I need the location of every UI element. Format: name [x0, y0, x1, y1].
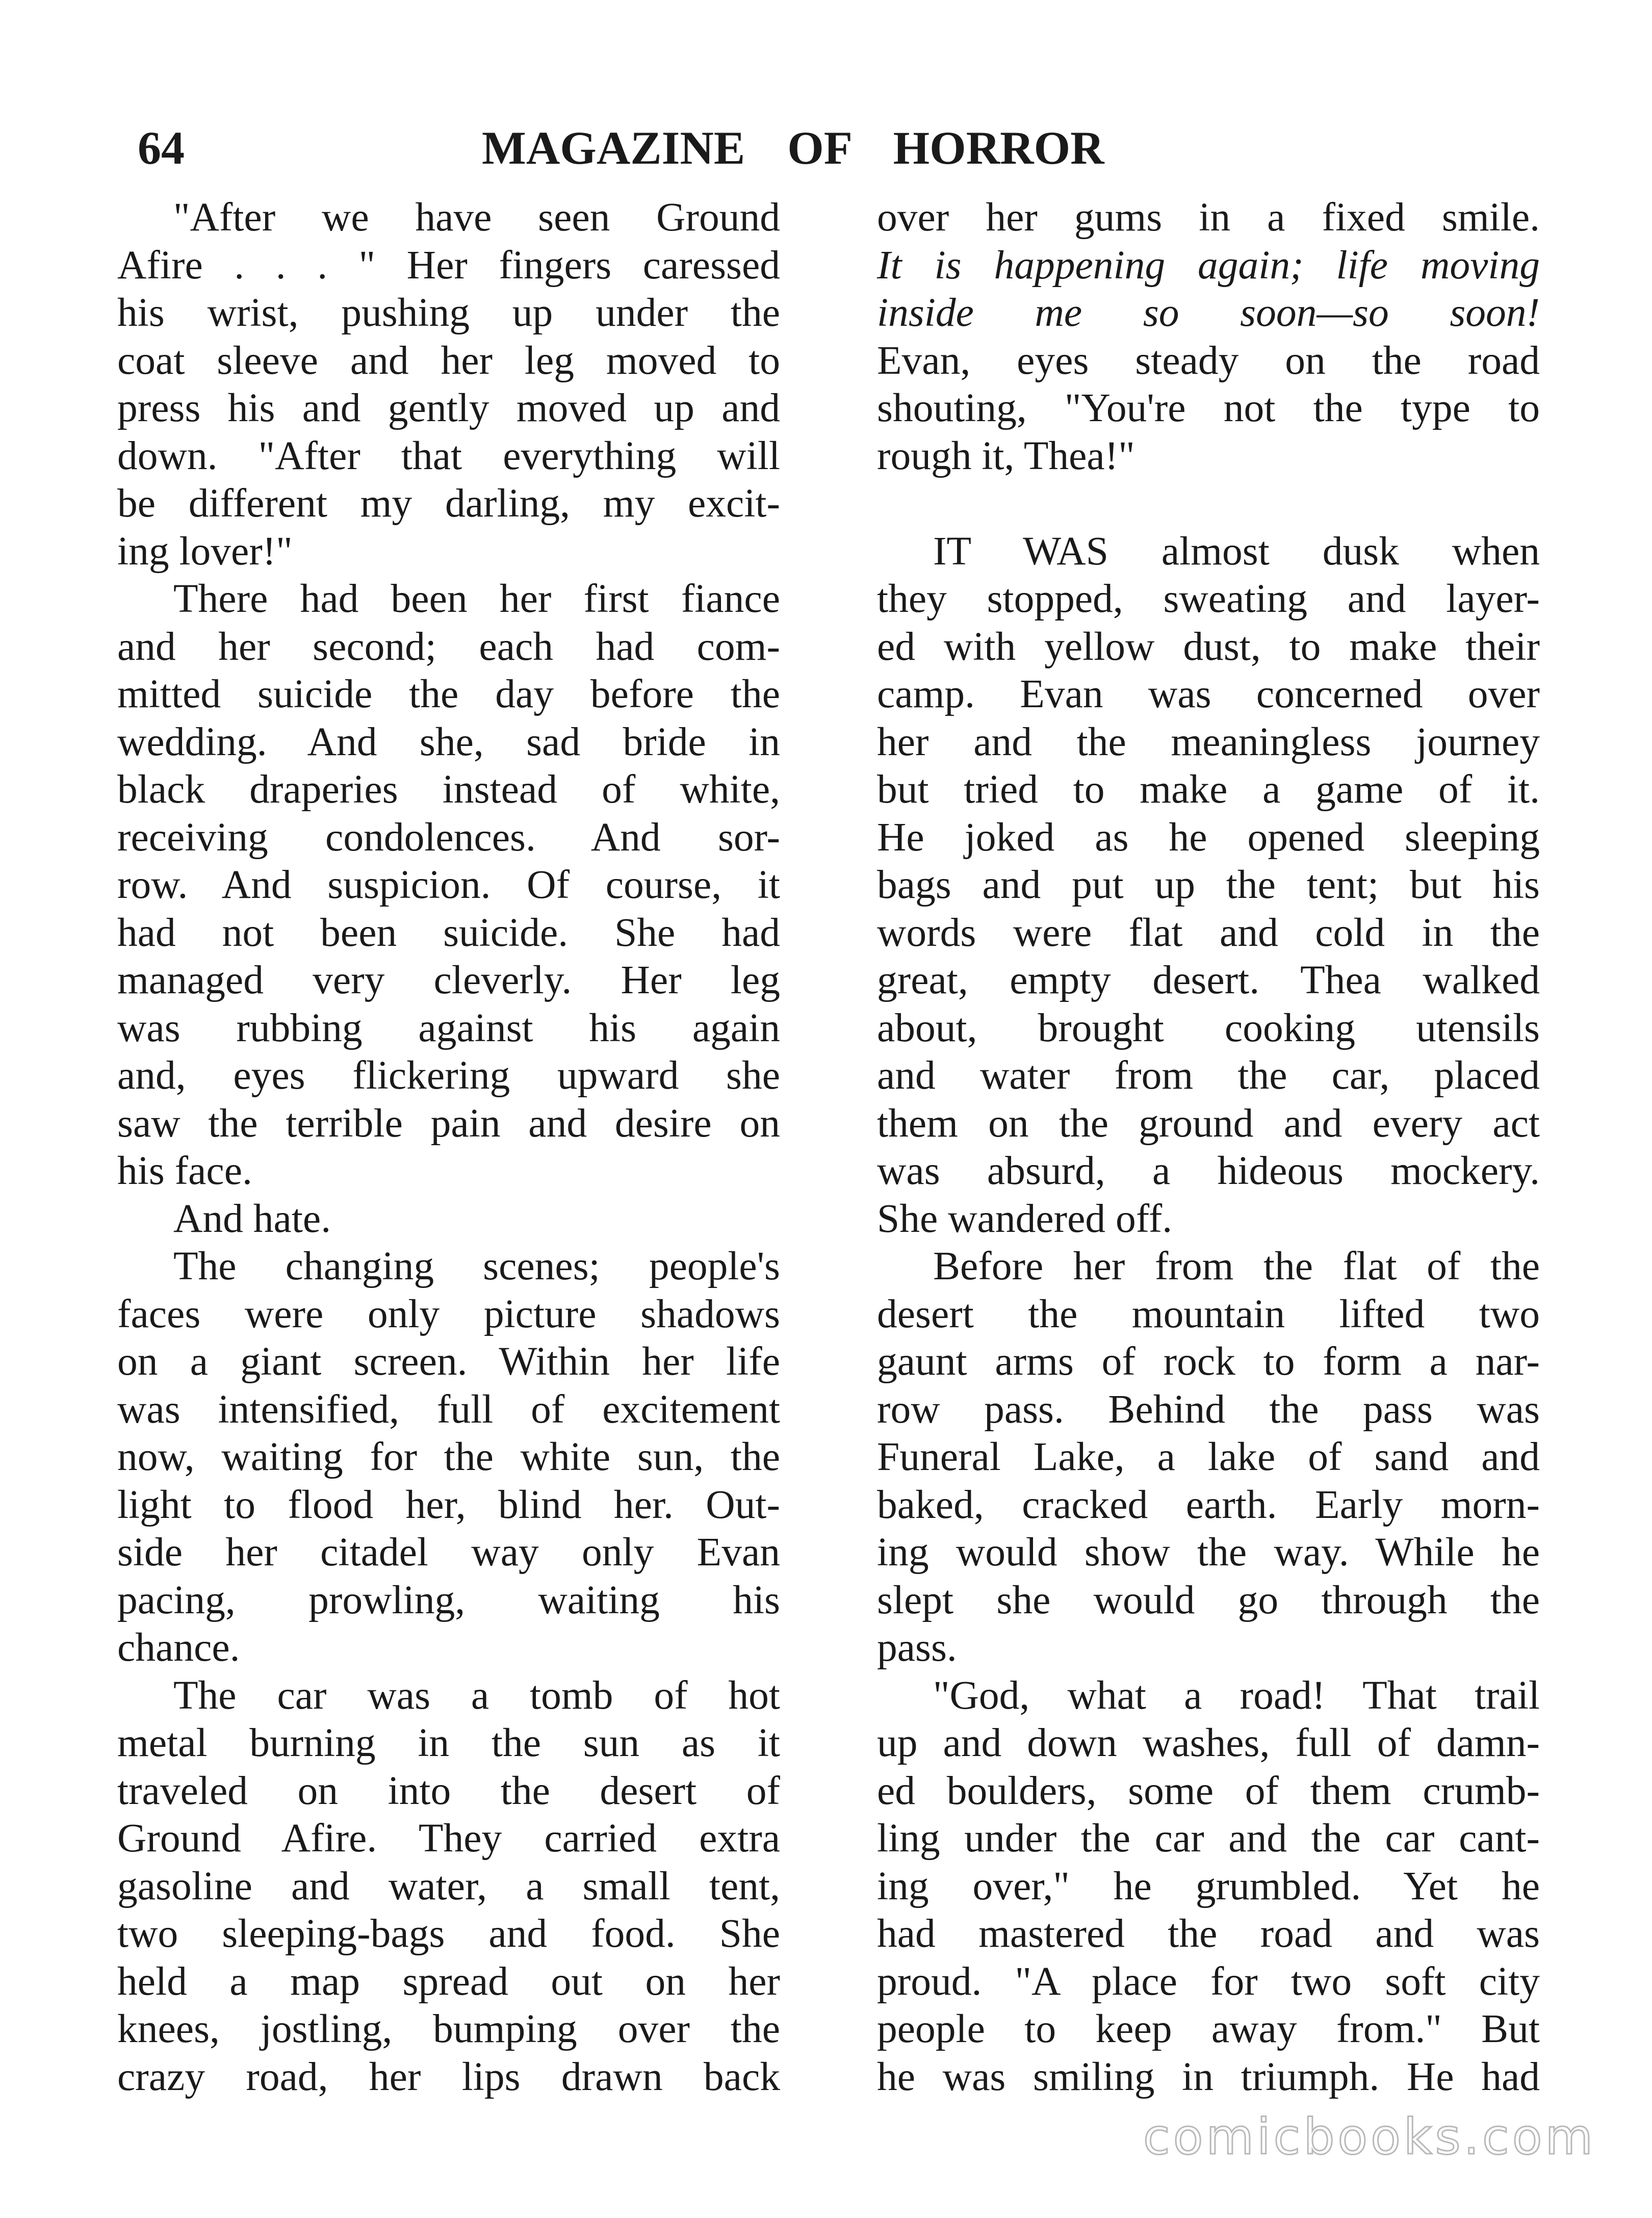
text-line: but tried to make a game of it.	[877, 767, 1540, 812]
text-line: black draperies instead of white,	[117, 767, 780, 812]
text-line: people to keep away from." But	[877, 2006, 1540, 2051]
text-line: camp. Evan was concerned over	[877, 672, 1540, 716]
page-number: 64	[138, 122, 185, 174]
text-line: ling under the car and the car cant-	[877, 1816, 1540, 1861]
text-line: IT WAS almost dusk when	[933, 528, 1540, 574]
text-line: he was smiling in triumph. He had	[877, 2054, 1540, 2099]
text-line: gaunt arms of rock to form a nar-	[877, 1339, 1540, 1384]
text-line: desert the mountain lifted two	[877, 1291, 1540, 1336]
text-line: ing over," he grumbled. Yet he	[877, 1863, 1540, 1908]
text-line: saw the terrible pain and desire on	[117, 1100, 780, 1146]
text-line: baked, cracked earth. Early morn-	[877, 1482, 1540, 1527]
text-line: side her citadel way only Evan	[117, 1530, 780, 1575]
text-line: on a giant screen. Within her life	[117, 1339, 780, 1384]
text-line: light to flood her, blind her. Out-	[117, 1482, 780, 1527]
text-line: receiving condolences. And sor-	[117, 814, 780, 860]
text-line: words were flat and cold in the	[877, 910, 1540, 955]
text-line: He joked as he opened sleeping	[877, 814, 1540, 860]
text-line: Ground Afire. They carried extra	[117, 1816, 780, 1861]
magazine-title: MAGAZINE OF HORROR	[482, 122, 1104, 174]
text-line: The changing scenes; people's	[173, 1244, 780, 1288]
text-line: There had been her first fiance	[173, 576, 780, 621]
text-line: ed boulders, some of them crumb-	[877, 1768, 1540, 1813]
text-line: mitted suicide the day before the	[117, 672, 780, 716]
text-line: his wrist, pushing up under the	[117, 290, 780, 335]
text-line: and, eyes flickering upward she	[117, 1053, 780, 1098]
text-line: ing lover!"	[117, 528, 293, 574]
text-line: ing would show the way. While he	[877, 1530, 1540, 1575]
watermark-logo: comicbooks.com	[1143, 2108, 1596, 2165]
text-line: chance.	[117, 1625, 240, 1670]
left-text-column	[117, 194, 780, 2101]
text-line: Afire . . . " Her fingers caressed	[117, 242, 780, 288]
text-line: Evan, eyes steady on the road	[877, 338, 1540, 383]
text-line: two sleeping-bags and food. She	[117, 1911, 780, 1956]
text-line: "After we have seen Ground	[173, 195, 780, 240]
text-line: traveled on into the desert of	[117, 1768, 780, 1813]
text-line: row. And suspicion. Of course, it	[117, 862, 780, 907]
text-line: down. "After that everything will	[117, 433, 780, 478]
text-line: them on the ground and every act	[877, 1100, 1540, 1146]
text-line: pass.	[877, 1625, 957, 1670]
text-line: "God, what a road! That trail	[933, 1672, 1540, 1718]
text-line: And hate.	[173, 1196, 331, 1241]
text-line: held a map spread out on her	[117, 1958, 780, 2004]
text-line: great, empty desert. Thea walked	[877, 958, 1540, 1002]
text-line: over her gums in a fixed smile.	[877, 195, 1540, 240]
text-line: had not been suicide. She had	[117, 910, 780, 955]
text-line: inside me so soon—so soon!	[877, 290, 1540, 335]
text-line: crazy road, her lips drawn back	[117, 2054, 780, 2099]
running-header	[0, 115, 1652, 181]
text-line: his face.	[117, 1148, 252, 1193]
text-line: managed very cleverly. Her leg	[117, 958, 780, 1002]
text-line: The car was a tomb of hot	[173, 1672, 780, 1718]
text-line: shouting, "You're not the type to	[877, 385, 1540, 430]
text-line: was intensified, full of excitement	[117, 1386, 780, 1432]
section-break	[877, 480, 1540, 528]
text-line: slept she would go through the	[877, 1577, 1540, 1622]
text-line: It is happening again; life moving	[877, 242, 1540, 288]
text-line: her and the meaningless journey	[877, 719, 1540, 764]
text-line: and her second; each had com-	[117, 624, 780, 669]
text-line: ed with yellow dust, to make their	[877, 624, 1540, 669]
text-line: be different my darling, my excit-	[117, 481, 780, 526]
text-line: proud. "A place for two soft city	[877, 1958, 1540, 2004]
text-line: about, brought cooking utensils	[877, 1005, 1540, 1050]
text-line: now, waiting for the white sun, the	[117, 1434, 780, 1479]
text-line: had mastered the road and was	[877, 1911, 1540, 1956]
text-line: and water from the car, placed	[877, 1053, 1540, 1098]
text-line: faces were only picture shadows	[117, 1291, 780, 1336]
text-line: they stopped, sweating and layer-	[877, 576, 1540, 621]
text-line: was absurd, a hideous mockery.	[877, 1148, 1540, 1193]
text-line: coat sleeve and her leg moved to	[117, 338, 780, 383]
text-line: was rubbing against his again	[117, 1005, 780, 1050]
text-line: pacing, prowling, waiting his	[117, 1577, 780, 1622]
text-line: gasoline and water, a small tent,	[117, 1863, 780, 1908]
text-line: press his and gently moved up and	[117, 385, 780, 430]
text-line: Funeral Lake, a lake of sand and	[877, 1434, 1540, 1479]
text-line: row pass. Behind the pass was	[877, 1386, 1540, 1432]
text-line: Before her from the flat of the	[933, 1244, 1540, 1288]
text-line: metal burning in the sun as it	[117, 1720, 780, 1765]
text-line: knees, jostling, bumping over the	[117, 2006, 780, 2051]
text-line: She wandered off.	[877, 1196, 1173, 1241]
right-text-column	[877, 194, 1540, 2101]
text-line: wedding. And she, sad bride in	[117, 719, 780, 764]
text-line: bags and put up the tent; but his	[877, 862, 1540, 907]
text-line: up and down washes, full of damn-	[877, 1720, 1540, 1765]
text-line: rough it, Thea!"	[877, 433, 1135, 478]
